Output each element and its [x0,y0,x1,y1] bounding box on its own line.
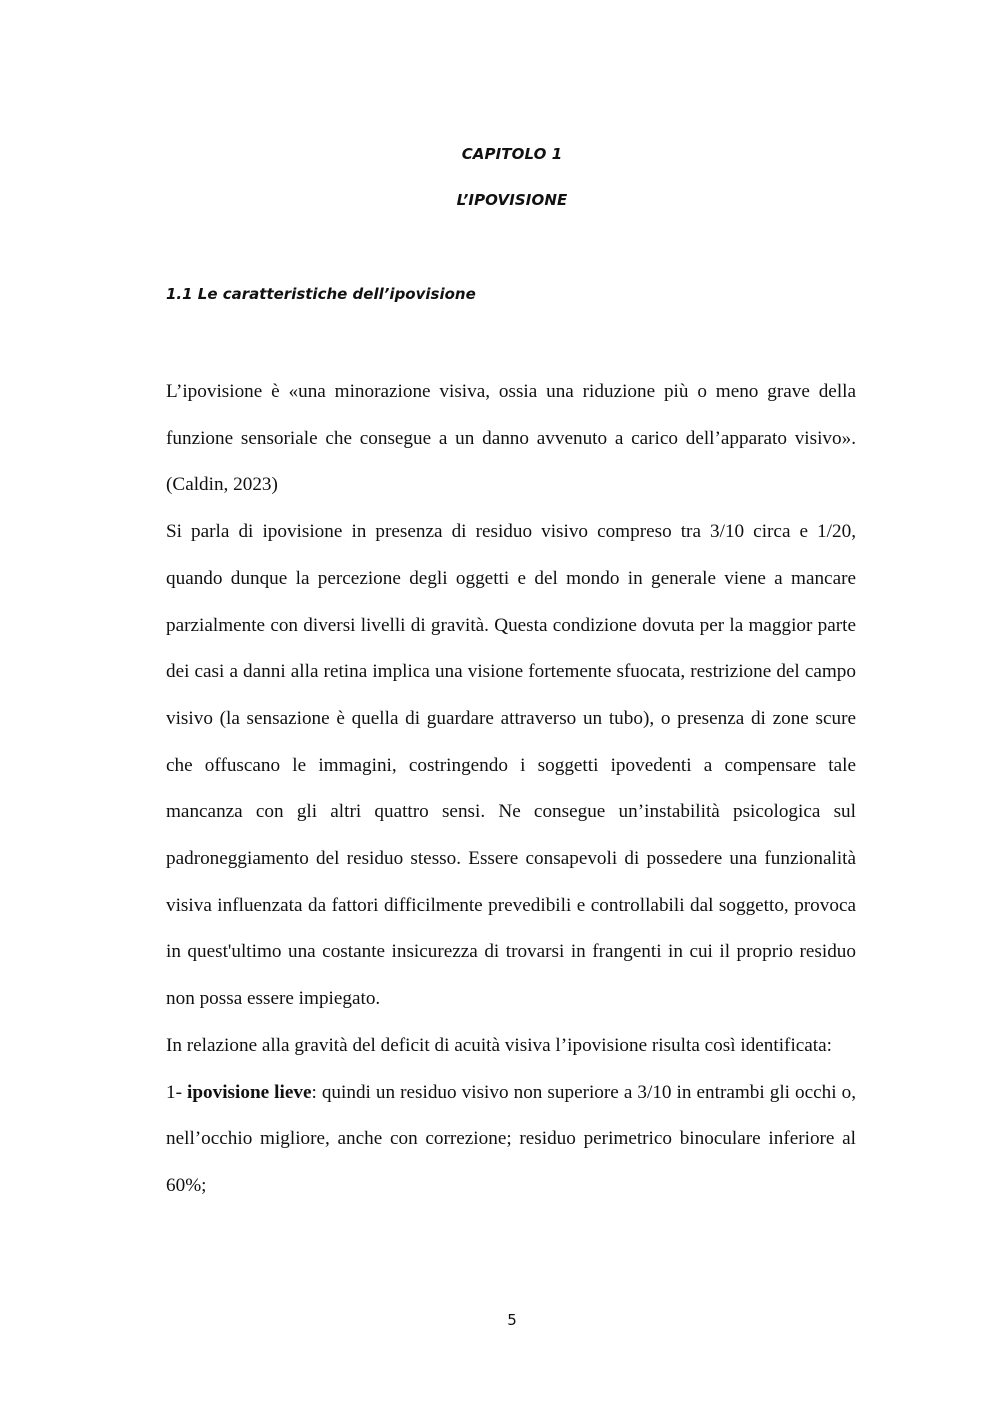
paragraph-description: Si parla di ipovisione in presenza di residuo visivo compreso tra 3/10 circa e 1/20, quando dunque la percezione degli oggetti e del mondo in generale viene a mancare parzialmente con diversi livelli di gravità. Questa condizione dovuta per la maggior parte dei casi a danni alla retina implica una visione fortemente sfuocata, restrizione del campo visivo (la sensazione è quella di guardare attraverso un tubo), o presenza di zone scure che offuscano le immagini, costringendo i soggetti ipovedenti a compensare tale mancanza con gli altri quattro sensi. Ne consegue un’instabilità psicologica sul padroneggiamento del residuo stesso. Essere consapevoli di possedere una funzionalità visiva influenzata da fattori difficilmente prevedibili e controllabili dal soggetto, provoca in quest'ultimo una costante insicurezza di trovarsi in frangenti in cui il proprio residuo non possa essere impiegato. [166,521,856,1010]
list-item-text: : quindi un residuo visivo non superiore a 3/10 in entrambi gli occhi o, nell’occhio migliore, anche con correzione; residuo perimetrico binoculare inferiore al 60%; [166,1081,857,1196]
chapter-title: L’IPOVISIONE [456,191,568,209]
section-heading: 1.1 Le caratteristiche dell’ipovisione [166,285,476,303]
paragraph-mild-low-vision [166,1070,856,1210]
list-item-number: 1- [166,1081,188,1103]
body-text [166,369,856,1210]
page-number: 5 [507,1311,517,1329]
list-item-term: ipovisione lieve [187,1081,312,1103]
paragraph-definition: L’ipovisione è «una minorazione visiva, ossia una riduzione più o meno grave della funzione sensoriale che consegue a un danno avvenuto a carico dell’apparato visivo». (Caldin, 2023) [166,381,856,496]
paragraph-classification-intro: In relazione alla gravità del deficit di acuità visiva l’ipovisione risulta così identificata: [166,1034,832,1056]
chapter-label: CAPITOLO 1 [461,145,563,163]
